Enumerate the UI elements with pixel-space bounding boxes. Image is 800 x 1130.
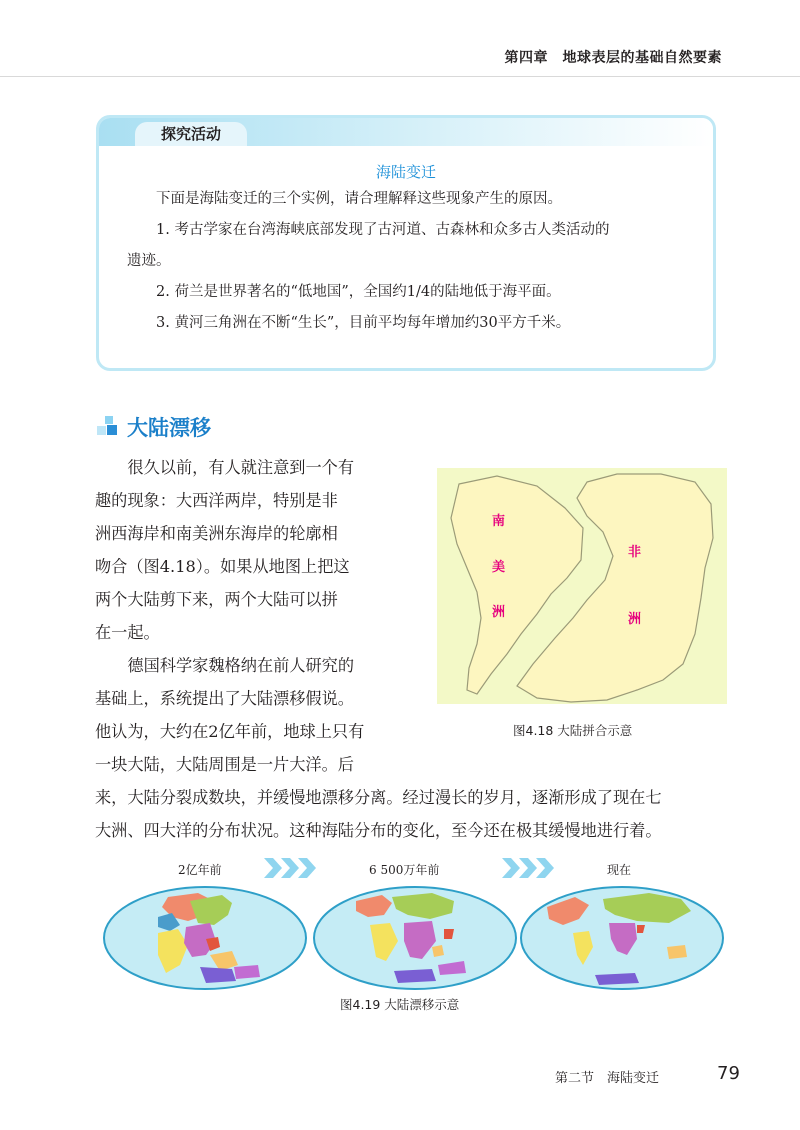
era-label-65ma: 6 500万年前 [369, 863, 440, 877]
text-line: 洲西海岸和南美洲东海岸的轮廓相 [95, 524, 338, 543]
africa-label-2: 洲 [628, 612, 642, 627]
explore-tab-label: 探究活动 [135, 122, 247, 146]
figure-continent-fit [437, 468, 727, 704]
header-divider [0, 76, 800, 77]
text-line: 一块大陆，大陆周围是一片大洋。后 [95, 755, 354, 774]
figure-419-caption: 图4.19 大陆漂移示意 [340, 997, 460, 1012]
text-line: 大洲、四大洋的分布状况。这种海陆分布的变化，至今还在极其缓慢地进行着。 [95, 821, 662, 840]
text-line: 他认为，大约在2亿年前，地球上只有 [95, 722, 365, 741]
footer-section: 第二节 海陆变迁 [555, 1071, 660, 1086]
explore-subtitle: 海陆变迁 [375, 163, 436, 181]
globe-present [519, 885, 725, 991]
south-america-label-3: 洲 [492, 605, 506, 620]
era-label-200ma: 2亿年前 [178, 863, 222, 877]
era-label-present: 现在 [607, 863, 632, 877]
globe-65ma [312, 885, 518, 991]
explore-header-band [99, 118, 713, 146]
section-squares-icon [95, 416, 117, 438]
text-line: 吻合（图4.18）。如果从地图上把这 [95, 557, 350, 576]
globe-pangaea [102, 885, 308, 991]
text-line: 在一起。 [95, 623, 160, 642]
explore-item-1-cont: 遗迹。 [127, 253, 171, 269]
text-line: 很久以前，有人就注意到一个有 [127, 458, 355, 477]
south-america-label-1: 南 [492, 514, 506, 529]
text-line: 两个大陆剪下来，两个大陆可以拼 [95, 590, 338, 609]
continent-fit-map [437, 468, 727, 704]
explore-activity-box [96, 115, 716, 371]
explore-text [127, 184, 687, 339]
explore-intro: 下面是海陆变迁的三个实例，请合理解释这些现象产生的原因。 [156, 191, 562, 207]
explore-item-2: 2. 荷兰是世界著名的“低地国”，全国约1/4的陆地低于海平面。 [156, 284, 561, 300]
explore-item-3: 3. 黄河三角洲在不断“生长”，目前平均每年增加约30平方千米。 [156, 315, 571, 331]
chevron-arrow-icon [502, 855, 558, 881]
explore-item-1: 1. 考古学家在台湾海峡底部发现了古河道、古森林和众多古人类活动的 [156, 222, 610, 238]
figure-418-caption: 图4.18 大陆拼合示意 [513, 723, 633, 738]
chevron-arrow-icon [264, 855, 320, 881]
section-title: 大陆漂移 [127, 416, 211, 440]
text-line: 来，大陆分裂成数块，并缓慢地漂移分离。经过漫长的岁月，逐渐形成了现在七 [95, 788, 662, 807]
paragraph-1 [95, 451, 354, 649]
text-line: 基础上，系统提出了大陆漂移假说。 [95, 689, 354, 708]
text-line: 趣的现象：大西洋两岸，特别是非 [95, 491, 338, 510]
chapter-header: 第四章 地球表层的基础自然要素 [504, 50, 722, 66]
africa-label-1: 非 [628, 545, 642, 560]
page-number: 79 [717, 1063, 740, 1084]
south-america-label-2: 美 [492, 560, 506, 575]
text-line: 德国科学家魏格纳在前人研究的 [127, 656, 355, 675]
